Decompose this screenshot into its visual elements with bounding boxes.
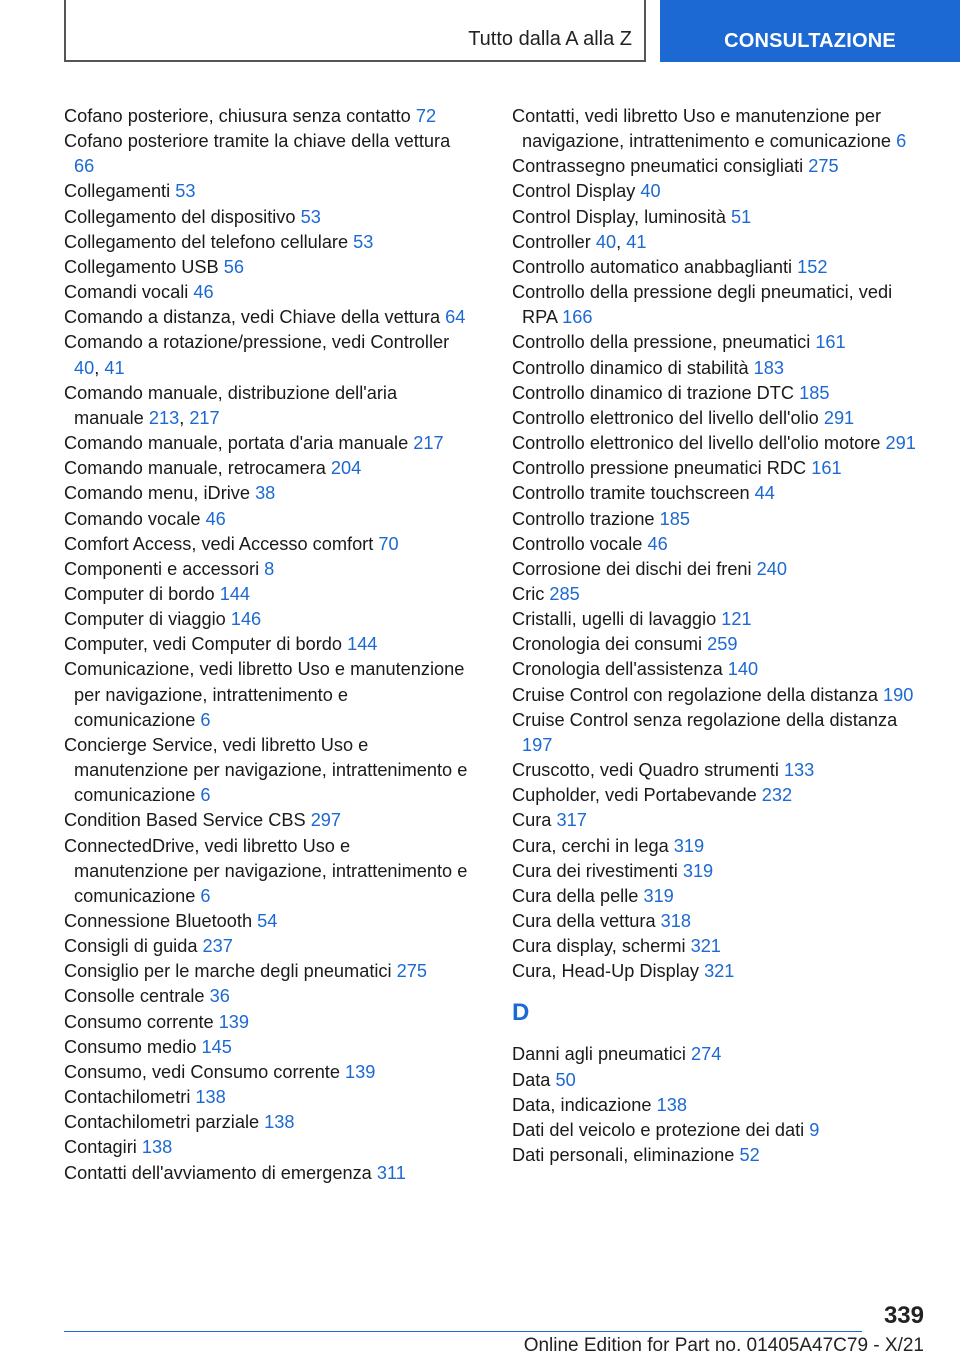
index-entry-term: Contachilometri <box>64 1087 191 1108</box>
index-entry-term: Corrosione dei dischi dei freni <box>512 558 752 579</box>
page-reference-link[interactable]: 232 <box>761 785 793 806</box>
index-entry-term: Cura, Head-Up Display <box>512 961 699 982</box>
index-entry-term: Cura, cerchi in lega <box>512 835 669 856</box>
page-reference-link[interactable]: 9 <box>809 1119 820 1140</box>
index-entry-term: Consiglio per le marche degli pneumatici <box>64 961 392 982</box>
section-letter-d: D <box>512 999 530 1027</box>
index-entry <box>64 1085 469 1110</box>
page-reference-link[interactable]: 318 <box>660 911 691 931</box>
page-reference-link[interactable]: 46 <box>193 282 214 303</box>
page-reference-link[interactable]: 291 <box>823 407 855 428</box>
page-reference-link[interactable]: 50 <box>555 1069 576 1090</box>
index-entry-term: Cruscotto, vedi Quadro strumenti <box>512 760 779 781</box>
index-entry-term: Controllo trazione <box>512 508 655 529</box>
index-group-c-continued <box>512 104 917 984</box>
index-entry <box>512 532 917 557</box>
index-entry-term: Data, indicazione <box>512 1094 652 1115</box>
index-entry <box>512 808 917 833</box>
page-reference-link[interactable]: 138 <box>264 1112 295 1133</box>
index-entry <box>512 934 917 959</box>
index-entry <box>512 1143 917 1168</box>
index-entry <box>64 532 469 557</box>
index-entry-term: Controllo elettronico del livello dell'olio motore <box>512 433 881 454</box>
index-entry <box>64 280 469 305</box>
index-entry <box>64 481 469 506</box>
index-entry <box>512 607 917 632</box>
page-reference-link[interactable]: 8 <box>264 558 275 579</box>
index-entry-term: Consumo medio <box>64 1036 197 1057</box>
index-entry-term: Comando vocale <box>64 508 201 529</box>
index-entry <box>512 406 917 431</box>
index-column-right <box>512 104 917 1168</box>
index-entry-term: Cura display, schermi <box>512 936 686 957</box>
page-reference-link[interactable]: 274 <box>690 1044 722 1065</box>
page-reference-link[interactable]: 217 <box>189 407 220 428</box>
index-entry <box>512 1118 917 1143</box>
index-entry <box>64 934 469 959</box>
header-chapter-tab <box>660 0 960 62</box>
page-reference-link[interactable]: 38 <box>255 483 276 504</box>
index-entry-term: Contagiri <box>64 1137 137 1158</box>
page-reference-link[interactable]: 6 <box>200 785 211 806</box>
page-reference-link[interactable]: 139 <box>218 1011 250 1032</box>
index-entry-term: Contrassegno pneumatici consigliati <box>512 156 804 177</box>
index-entry-term: Controllo dinamico di trazione DTC <box>512 382 795 403</box>
index-entry <box>512 884 917 909</box>
index-entry: Controller 40, 41 <box>512 231 647 252</box>
index-entry <box>64 456 469 481</box>
index-entry-term: Condition Based Service CBS <box>64 810 306 831</box>
index-entry-term: Comunicazione, vedi libretto Uso e manutenzione per navigazione, intrattenimento e comunicazione <box>64 659 465 730</box>
index-entry <box>64 507 469 532</box>
page-reference-link[interactable]: 237 <box>202 936 233 957</box>
index-entry-term: ConnectedDrive, vedi libretto Uso e manutenzione per navigazione, intrattenimento e comunicazione <box>64 835 468 906</box>
page-reference-link[interactable]: 6 <box>200 885 211 906</box>
index-entry <box>512 1042 917 1067</box>
page-reference-link[interactable]: 44 <box>754 483 775 504</box>
page-reference-link[interactable]: 144 <box>219 583 251 604</box>
index-entry <box>64 205 469 230</box>
index-entry <box>64 1135 469 1160</box>
index-entry <box>512 582 917 607</box>
index-entry-term: Comando manuale, distribuzione dell'aria manuale <box>64 382 398 428</box>
index-entry-term: Consumo corrente <box>64 1011 214 1032</box>
index-entry-term: Comando a distanza, vedi Chiave della vettura <box>64 307 441 328</box>
index-entry <box>512 456 917 481</box>
index-entry-term: Cofano posteriore, chiusura senza contatto <box>64 106 411 126</box>
index-entry-term: Comandi vocali <box>64 282 189 303</box>
page-reference-link[interactable]: 41 <box>626 231 647 252</box>
index-entry <box>64 104 469 129</box>
index-entry <box>512 481 917 506</box>
index-entry <box>64 657 469 732</box>
index-entry <box>512 708 917 758</box>
index-entry <box>64 557 469 582</box>
page-reference-link[interactable]: 297 <box>310 810 342 831</box>
page-reference-link[interactable]: 40 <box>595 231 617 252</box>
index-column-left <box>64 104 469 1186</box>
page-reference-link[interactable]: 54 <box>257 911 278 931</box>
index-entry-term: Contatti dell'avviamento di emergenza <box>64 1162 372 1183</box>
index-entry-term: Cronologia dell'assistenza <box>512 659 723 680</box>
index-entry-term: Cura della pelle <box>512 885 639 906</box>
page-reference-link[interactable]: 40 <box>640 181 661 202</box>
index-entry-term: Comfort Access, vedi Accesso comfort <box>64 533 374 554</box>
page-reference-link[interactable]: 166 <box>562 307 593 328</box>
index-entry <box>64 1060 469 1085</box>
page-reference-link[interactable]: 259 <box>707 634 738 655</box>
index-entry <box>512 959 917 984</box>
header-chapter-label: CONSULTAZIONE <box>724 30 896 52</box>
page-reference-link[interactable]: 6 <box>200 709 211 730</box>
page-reference-link[interactable]: 72 <box>415 106 437 126</box>
index-entry <box>512 1068 917 1093</box>
page-reference-link[interactable]: 183 <box>753 357 784 378</box>
page-reference-link[interactable]: 185 <box>659 508 690 529</box>
footer-edition: Online Edition for Part no. 01405A47C79 - X/21 <box>523 1335 924 1356</box>
page-reference-link[interactable]: 204 <box>330 458 362 479</box>
index-entry-term: Computer di viaggio <box>64 609 226 630</box>
index-entry <box>64 909 469 934</box>
index-entry <box>512 356 917 381</box>
index-entry <box>512 632 917 657</box>
page-reference-link[interactable]: 56 <box>223 256 244 277</box>
index-entry <box>512 758 917 783</box>
page-reference-link[interactable]: 66 <box>74 156 95 177</box>
page-number: 339 <box>883 1302 924 1329</box>
index-entry <box>64 808 469 833</box>
page-reference-link[interactable]: 139 <box>345 1061 376 1082</box>
index-entry <box>64 632 469 657</box>
page-reference-link[interactable]: 275 <box>808 156 839 177</box>
index-entry-term: Controllo pressione pneumatici RDC <box>512 458 807 479</box>
page-reference-link[interactable]: 144 <box>347 634 378 655</box>
page-reference-link[interactable]: 140 <box>727 659 759 680</box>
index-entry-term: Controllo elettronico del livello dell'olio <box>512 407 819 428</box>
index-entry <box>512 657 917 682</box>
page-reference-link[interactable]: 275 <box>396 961 427 982</box>
index-entry-term: Controllo della pressione degli pneumatici, vedi RPA <box>512 282 893 328</box>
index-entry-term: Cruise Control con regolazione della distanza <box>512 684 878 705</box>
index-entry <box>512 909 917 934</box>
index-entry: Comando a rotazione/pressione, vedi Controller 40, 41 <box>64 332 450 378</box>
page-reference-link[interactable]: 138 <box>195 1087 226 1108</box>
index-entry <box>512 683 917 708</box>
page-reference-link[interactable]: 321 <box>704 961 735 982</box>
index-entry-term: Connessione Bluetooth <box>64 911 253 931</box>
index-entry-term: Cristalli, ugelli di lavaggio <box>512 609 717 630</box>
page-reference-link[interactable]: 319 <box>673 835 705 856</box>
footer-rule <box>64 1331 862 1332</box>
page-reference-link[interactable]: 40 <box>74 357 95 378</box>
index-entry <box>64 255 469 280</box>
index-entry-term: Data <box>512 1069 551 1090</box>
index-entry <box>512 205 917 230</box>
page-reference-link[interactable]: 319 <box>682 860 714 881</box>
page-reference-link[interactable]: 53 <box>300 206 321 227</box>
index-entry-term: Collegamento USB <box>64 256 219 277</box>
index-entry-term: Comando a rotazione/pressione, vedi Controller <box>64 332 450 353</box>
page-reference-link[interactable]: 319 <box>643 885 674 906</box>
index-entry <box>512 255 917 280</box>
page-reference-link[interactable]: 161 <box>815 332 846 353</box>
page-reference-link[interactable]: 311 <box>376 1162 406 1183</box>
page-reference-link[interactable]: 41 <box>104 357 125 378</box>
index-entry-term: Cronologia dei consumi <box>512 634 703 655</box>
index-entry <box>512 104 917 154</box>
index-entry <box>512 431 917 456</box>
index-entry <box>512 783 917 808</box>
index-entry <box>64 1035 469 1060</box>
page-reference-link[interactable]: 197 <box>522 734 553 755</box>
index-entry-term: Cruise Control senza regolazione della distanza <box>512 709 898 730</box>
index-entry-term: Cura <box>512 810 552 831</box>
index-entry-term: Cofano posteriore tramite la chiave della vettura <box>64 131 451 152</box>
page-reference-link[interactable]: 51 <box>731 206 752 227</box>
index-entry-term: Contatti, vedi libretto Uso e manutenzione per navigazione, intrattenimento e comunicazione <box>512 106 892 152</box>
index-entry <box>64 179 469 204</box>
index-entry-term: Dati del veicolo e protezione dei dati <box>512 1119 805 1140</box>
index-entry-term: Collegamento del telefono cellulare <box>64 231 349 252</box>
index-entry <box>512 834 917 859</box>
page-reference-link[interactable]: 53 <box>353 231 374 252</box>
page-reference-link[interactable]: 133 <box>783 760 815 781</box>
index-entry <box>64 733 469 808</box>
index-entry-term: Collegamento del dispositivo <box>64 206 296 227</box>
index-entry <box>512 280 917 330</box>
index-entry-term: Controllo della pressione, pneumatici <box>512 332 811 353</box>
index-entry <box>512 557 917 582</box>
index-entry-term: Control Display, luminosità <box>512 206 726 227</box>
page-reference-link[interactable]: 240 <box>756 558 788 579</box>
index-entry-term: Cura dei rivestimenti <box>512 860 678 881</box>
index-entry <box>64 959 469 984</box>
page-reference-link[interactable]: 46 <box>647 533 668 554</box>
index-entry <box>64 1110 469 1135</box>
page-reference-link[interactable]: 146 <box>230 609 262 630</box>
index-entry <box>512 154 917 179</box>
index-entry <box>64 1161 469 1186</box>
page-reference-link[interactable]: 321 <box>690 936 721 957</box>
page-reference-link[interactable]: 317 <box>556 810 587 831</box>
page-reference-link[interactable]: 285 <box>549 583 580 604</box>
index-entry-term: Controllo automatico anabbaglianti <box>512 256 793 277</box>
index-entry-term: Consumo, vedi Consumo corrente <box>64 1061 340 1082</box>
page-reference-link[interactable]: 6 <box>896 131 907 152</box>
page-reference-link[interactable]: 138 <box>656 1094 687 1115</box>
index-entry <box>512 507 917 532</box>
index-entry <box>64 129 469 179</box>
index-entry-term: Contachilometri parziale <box>64 1112 260 1133</box>
index-entry <box>64 431 469 456</box>
index-entry-term: Comando menu, iDrive <box>64 483 250 504</box>
index-entry <box>64 230 469 255</box>
index-entry <box>64 1010 469 1035</box>
index-entry-term: Controller <box>512 231 591 252</box>
page-reference-link[interactable]: 152 <box>797 256 828 277</box>
index-entry-term: Dati personali, eliminazione <box>512 1145 735 1166</box>
index-entry <box>512 859 917 884</box>
page-reference-link[interactable]: 291 <box>885 433 916 454</box>
index-entry-term: Componenti e accessori <box>64 558 260 579</box>
index-entry-term: Consigli di guida <box>64 936 198 957</box>
page-reference-link[interactable]: 53 <box>175 181 196 202</box>
index-entry-term: Comando manuale, portata d'aria manuale <box>64 433 409 454</box>
page-reference-link[interactable]: 70 <box>378 533 399 554</box>
page-reference-link[interactable]: 213 <box>148 407 180 428</box>
index-entry-term: Concierge Service, vedi libretto Uso e manutenzione per navigazione, intrattenimento e comunicazione <box>64 734 468 806</box>
index-entry-term: Computer, vedi Computer di bordo <box>64 634 343 655</box>
index-entry-term: Danni agli pneumatici <box>512 1044 686 1065</box>
page-reference-link[interactable]: 185 <box>799 382 830 403</box>
index-entry <box>512 381 917 406</box>
page-reference-link[interactable]: 145 <box>201 1036 232 1057</box>
index-entry-term: Computer di bordo <box>64 583 215 604</box>
page-reference-link[interactable]: 64 <box>445 307 466 328</box>
index-entry-term: Comando manuale, retrocamera <box>64 458 326 479</box>
index-entry <box>64 305 469 330</box>
header-section-box <box>64 0 646 62</box>
index-entry-term: Cura della vettura <box>512 911 656 931</box>
index-entry <box>512 330 917 355</box>
index-entry <box>64 984 469 1009</box>
page-reference-link[interactable]: 52 <box>739 1145 760 1166</box>
page-reference-link[interactable]: 161 <box>811 458 842 479</box>
page-reference-link[interactable]: 217 <box>413 433 444 454</box>
page-reference-link[interactable]: 121 <box>721 609 752 630</box>
index-entry-term: Control Display <box>512 181 636 202</box>
page-reference-link[interactable]: 190 <box>883 684 914 705</box>
index-entry-term: Collegamenti <box>64 181 171 202</box>
index-entry-term: Controllo dinamico di stabilità <box>512 357 749 378</box>
index-entry <box>64 834 469 909</box>
index-group-d <box>512 1042 917 1168</box>
index-entry <box>512 1093 917 1118</box>
page-reference-link[interactable]: 138 <box>141 1137 173 1158</box>
index-entry <box>64 582 469 607</box>
index-entry <box>64 607 469 632</box>
index-entry-term: Cric <box>512 583 545 604</box>
index-entry-term: Controllo vocale <box>512 533 643 554</box>
index-entry: Comando manuale, distribuzione dell'aria manuale 213, 217 <box>64 382 398 428</box>
header-section-title: Tutto dalla A alla Z <box>468 28 632 50</box>
page-reference-link[interactable]: 46 <box>205 508 226 529</box>
index-entry-term: Controllo tramite touchscreen <box>512 483 750 504</box>
page-reference-link[interactable]: 36 <box>209 986 230 1007</box>
index-entry-term: Consolle centrale <box>64 986 205 1007</box>
index-entry-term: Cupholder, vedi Portabevande <box>512 785 757 806</box>
index-entry <box>512 179 917 204</box>
